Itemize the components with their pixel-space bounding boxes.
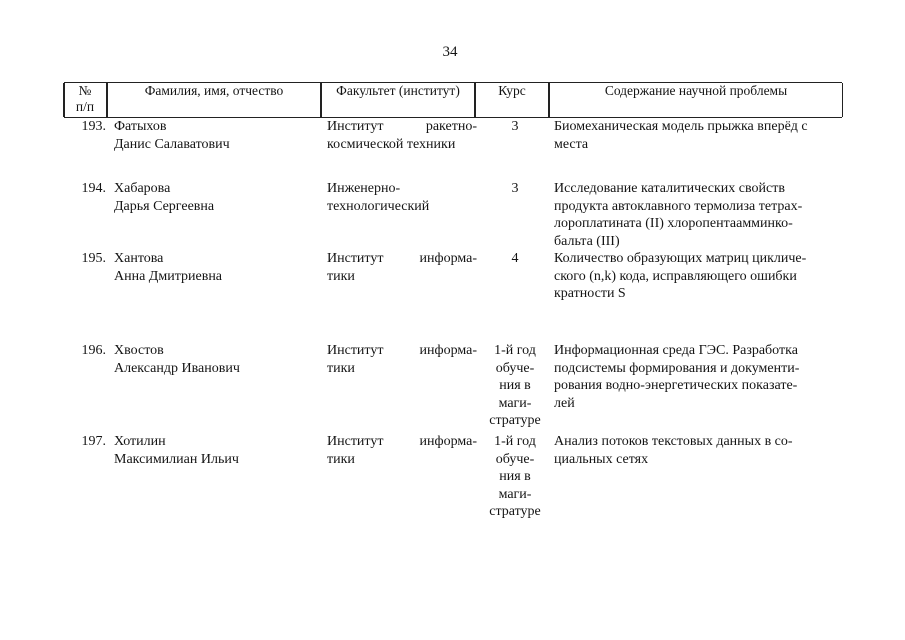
faculty-line: Инженерно- [327, 181, 401, 196]
faculty [327, 433, 477, 468]
research-topic-line: Биомеханическая модель прыжка вперёд с [554, 119, 808, 134]
research-topic [554, 342, 840, 412]
header-faculty: Факультет (институт) [336, 83, 460, 98]
person-name-line: Александр Иванович [114, 360, 240, 376]
course-line: ния в [499, 378, 531, 393]
research-topic [554, 250, 840, 303]
faculty-line [327, 250, 477, 268]
research-topic-line: Исследование каталитических свойств [554, 181, 785, 196]
faculty [327, 180, 477, 215]
course [482, 118, 548, 136]
course-line: обуче- [495, 451, 535, 467]
course-line: маги- [498, 486, 532, 502]
research-topic-line: ского (n,k) кода, исправляющего ошибки [554, 268, 797, 284]
course [482, 250, 548, 268]
person-name-line: Анна Дмитриевна [114, 268, 223, 284]
research-topic [554, 180, 840, 250]
person-name [114, 118, 314, 153]
person-name-line: Хотилин [114, 434, 166, 449]
faculty-line [327, 342, 477, 360]
research-topic-line: места [554, 136, 589, 152]
person-name [114, 342, 314, 377]
header-topic: Содержание научной проблемы [604, 83, 788, 98]
faculty-word: информа- [419, 251, 477, 266]
person-name [114, 180, 314, 215]
faculty [327, 118, 477, 153]
course [482, 342, 548, 430]
faculty-line: тики [327, 451, 355, 467]
header-name: Фамилия, имя, отчество [144, 83, 284, 98]
research-topic-line: подсистемы формирования и документи- [554, 360, 800, 376]
faculty-word: информа- [419, 434, 477, 449]
course-line: 1-й год [494, 434, 536, 449]
research-topic-line: кратности S [554, 286, 626, 301]
research-topic-line: лороплатината (II) хлоропентаамминко- [554, 216, 793, 231]
row-number: 197. [81, 434, 106, 449]
person-name [114, 250, 314, 285]
research-topic-line: лей [554, 395, 575, 411]
page-number: 34 [442, 44, 458, 60]
research-topic-line: рования водно-энергетических показате- [554, 378, 798, 393]
research-topic-line: бальта (III) [554, 233, 620, 249]
research-topic-line: Анализ потоков текстовых данных в со- [554, 434, 793, 449]
header-num [64, 83, 106, 117]
faculty-line [327, 118, 477, 136]
faculty-line: тики [327, 360, 355, 376]
course-line: 3 [511, 119, 519, 134]
row-number: 196. [81, 343, 106, 358]
row-number: 195. [81, 251, 106, 266]
header-num-line-1: № [78, 83, 92, 98]
faculty-word: Институт [327, 119, 384, 134]
course [482, 180, 548, 198]
header-num-line-2: п/п [75, 99, 95, 114]
research-topic-line: Информационная среда ГЭС. Разработка [554, 343, 798, 358]
course-line: маги- [498, 395, 532, 411]
research-topic-line: продукта автоклавного термолиза тетрах- [554, 198, 803, 214]
research-topic [554, 118, 840, 153]
faculty-word: Институт [327, 343, 384, 358]
person-name-line: Дарья Сергеевна [114, 198, 215, 214]
course-line: стратуре [489, 504, 541, 519]
header-border-right [842, 83, 844, 117]
person-name-line: Хвостов [114, 343, 164, 358]
faculty-word: ракетно- [425, 119, 477, 134]
research-topic [554, 433, 840, 468]
faculty [327, 342, 477, 377]
course-line: стратуре [489, 413, 541, 428]
course-line: ния в [499, 469, 531, 484]
faculty-word: Институт [327, 251, 384, 266]
table-header [64, 82, 842, 118]
faculty-line [327, 433, 477, 451]
course-line: обуче- [495, 360, 535, 376]
faculty-word: информа- [419, 343, 477, 358]
research-topic-line: циальных сетях [554, 451, 649, 467]
research-topic-line: Количество образующих матриц цикличе- [554, 251, 807, 266]
faculty [327, 250, 477, 285]
person-name-line: Максимилиан Ильич [114, 451, 239, 467]
person-name [114, 433, 314, 468]
course-line: 1-й год [494, 343, 536, 358]
row-number: 194. [81, 181, 106, 196]
faculty-line: космической техники [327, 136, 456, 152]
course-line: 3 [511, 181, 519, 196]
row-number: 193. [81, 119, 106, 134]
faculty-word: Институт [327, 434, 384, 449]
person-name-line: Фатыхов [114, 119, 167, 134]
faculty-line: технологический [327, 198, 430, 214]
header-course: Курс [498, 83, 526, 98]
person-name-line: Хантова [114, 251, 164, 266]
person-name-line: Данис Салаватович [114, 136, 230, 152]
course [482, 433, 548, 521]
course-line: 4 [511, 251, 519, 266]
faculty-line: тики [327, 268, 355, 284]
person-name-line: Хабарова [114, 181, 171, 196]
